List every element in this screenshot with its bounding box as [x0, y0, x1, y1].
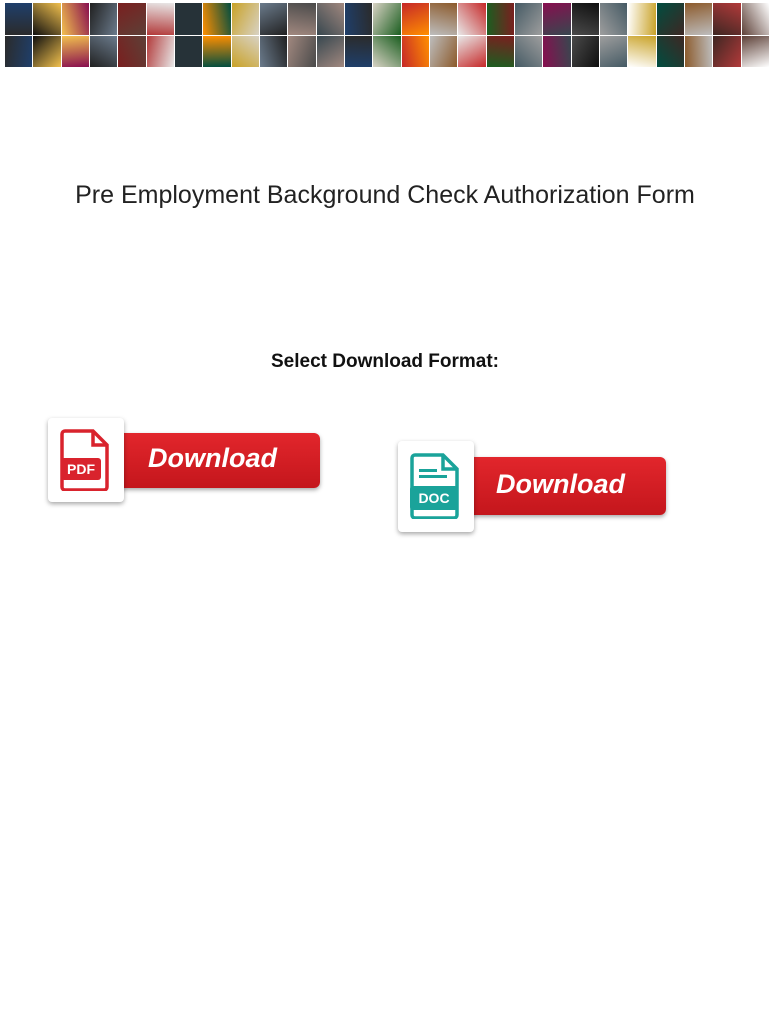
cover-thumbnail: [373, 3, 400, 35]
cover-thumbnail: [232, 3, 259, 35]
cover-thumbnail: [118, 3, 145, 35]
pdf-download-label[interactable]: Download: [148, 443, 277, 473]
cover-thumbnail: [487, 3, 514, 35]
cover-thumbnail: [742, 3, 769, 35]
cover-thumbnail: [543, 3, 570, 35]
cover-thumbnail: [175, 3, 202, 35]
format-prompt-text: Select Download Format:: [265, 351, 505, 372]
doc-download-button[interactable]: [398, 441, 670, 535]
cover-thumbnail: [373, 36, 400, 68]
cover-thumbnail: [657, 3, 684, 35]
cover-thumbnail: [260, 3, 287, 35]
cover-thumbnail: [685, 36, 712, 68]
cover-thumbnail: [430, 3, 457, 35]
cover-thumbnail: [62, 36, 89, 68]
cover-thumbnail: [288, 36, 315, 68]
cover-thumbnail: [175, 36, 202, 68]
page-title: Pre Employment Background Check Authorization Form: [75, 181, 695, 209]
cover-thumbnail: [458, 3, 485, 35]
cover-thumbnail: [118, 36, 145, 68]
cover-thumbnail: [515, 36, 542, 68]
cover-thumbnail: [203, 3, 230, 35]
pdf-download-button[interactable]: [48, 418, 323, 506]
cover-thumbnail: [345, 3, 372, 35]
cover-thumbnail: [572, 3, 599, 35]
cover-thumbnail: [317, 3, 344, 35]
cover-thumbnail: [742, 36, 769, 68]
cover-thumbnail: [33, 36, 60, 68]
cover-thumbnail: [487, 36, 514, 68]
cover-thumbnail: [5, 3, 32, 35]
cover-thumbnail: [5, 36, 32, 68]
cover-thumbnail: [628, 3, 655, 35]
cover-thumbnail: [260, 36, 287, 68]
cover-thumbnail: [543, 36, 570, 68]
cover-thumbnail: [317, 36, 344, 68]
format-prompt-label: [0, 351, 770, 373]
cover-thumbnail: [288, 3, 315, 35]
cover-thumbnail: [657, 36, 684, 68]
cover-thumbnail: [345, 36, 372, 68]
doc-download-label[interactable]: Download: [496, 469, 625, 499]
cover-thumbnail: [713, 3, 740, 35]
cover-thumbnail: [600, 3, 627, 35]
cover-thumbnail: [147, 36, 174, 68]
cover-thumbnail: [430, 36, 457, 68]
cover-thumbnail: [33, 3, 60, 35]
cover-thumbnail: [232, 36, 259, 68]
cover-thumbnail: [572, 36, 599, 68]
cover-thumbnail: [62, 3, 89, 35]
doc-badge: DOC: [410, 486, 458, 510]
cover-thumbnail: [402, 36, 429, 68]
cover-thumbnail: [402, 3, 429, 35]
cover-thumbnail: [203, 36, 230, 68]
cover-thumbnail: [685, 3, 712, 35]
cover-thumbnail: [600, 36, 627, 68]
cover-thumbnail: [147, 3, 174, 35]
cover-thumbnail: [628, 36, 655, 68]
cover-thumbnail: [90, 36, 117, 68]
cover-thumbnail: [515, 3, 542, 35]
cover-thumbnail: [458, 36, 485, 68]
cover-thumbnail: [713, 36, 740, 68]
pdf-badge: PDF: [61, 458, 101, 480]
cover-thumbnail: [90, 3, 117, 35]
header-banner-mosaic: [5, 3, 769, 67]
